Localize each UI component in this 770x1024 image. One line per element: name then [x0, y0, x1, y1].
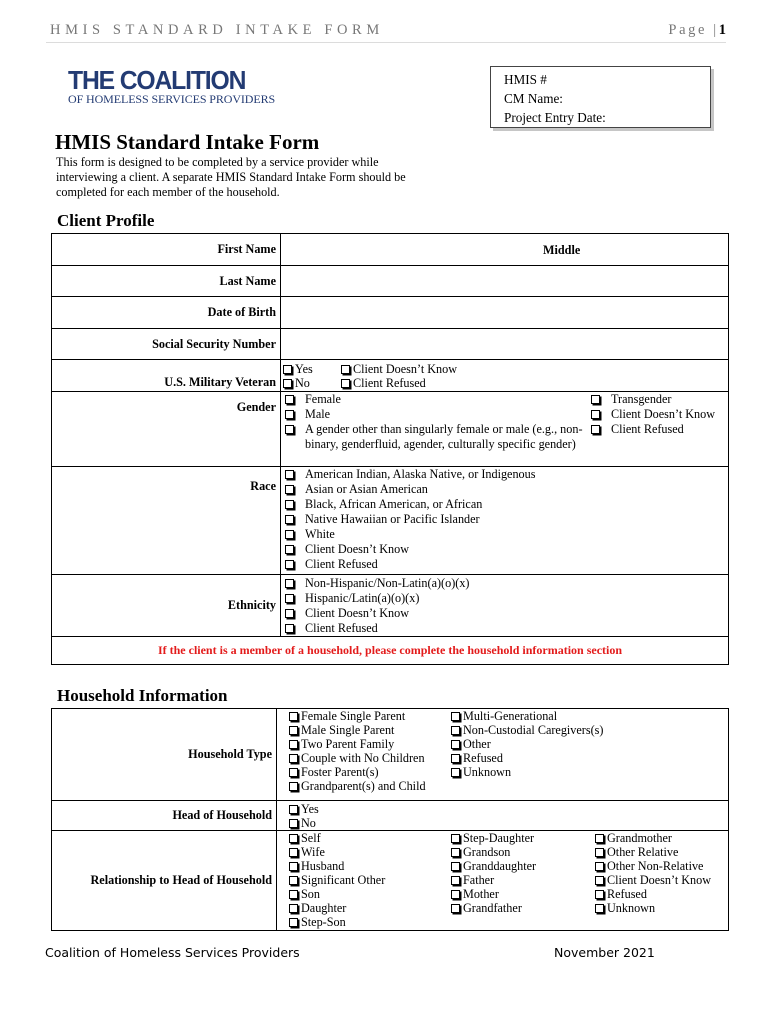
- hmis-id-box: [490, 66, 711, 128]
- race-option-6-checkbox[interactable]: Client Doesn’t Know: [281, 542, 728, 557]
- household-type-noncustodial-checkbox[interactable]: Non-Custodial Caregivers(s): [449, 723, 603, 737]
- veteran-label: U.S. Military Veteran: [52, 360, 281, 392]
- household-notice: If the client is a member of a household, please complete the household information section: [52, 637, 729, 665]
- relationship-dont-know-checkbox[interactable]: Client Doesn’t Know: [593, 873, 711, 887]
- head-of-household-options: [277, 801, 729, 831]
- header-rule: [46, 42, 726, 43]
- page-number: [668, 22, 726, 39]
- middle-name-label: Middle: [543, 243, 581, 257]
- footer-organization: Coalition of Homeless Services Providers: [45, 945, 300, 960]
- relationship-wife-checkbox[interactable]: Wife: [287, 845, 449, 859]
- race-option-5-checkbox[interactable]: White: [281, 527, 728, 542]
- relationship-unknown-checkbox[interactable]: Unknown: [593, 901, 711, 915]
- last-name-label: Last Name: [52, 266, 281, 297]
- relationship-daughter-checkbox[interactable]: Daughter: [287, 901, 449, 915]
- logo-sub-text: OF HOMELESS SERVICES PROVIDERS: [68, 92, 276, 106]
- gender-dont-know-checkbox[interactable]: Client Doesn’t Know: [587, 407, 715, 422]
- race-option-3-checkbox[interactable]: Black, African American, or African: [281, 497, 728, 512]
- relationship-grandmother-checkbox[interactable]: Grandmother: [593, 831, 711, 845]
- veteran-options: [281, 360, 729, 392]
- household-type-other-checkbox[interactable]: Other: [449, 737, 603, 751]
- race-option-4-checkbox[interactable]: Native Hawaiian or Pacific Islander: [281, 512, 728, 527]
- page-number-value: 1: [718, 22, 726, 38]
- household-type-multigen-checkbox[interactable]: Multi-Generational: [449, 709, 603, 723]
- project-entry-date-label: Project Entry Date:: [504, 110, 606, 125]
- relationship-step-son-checkbox[interactable]: Step-Son: [287, 915, 449, 929]
- last-name-field[interactable]: [281, 266, 729, 297]
- client-profile-title: Client Profile: [57, 211, 155, 230]
- veteran-yes-checkbox[interactable]: Yes: [281, 362, 339, 376]
- household-type-refused-checkbox[interactable]: Refused: [449, 751, 603, 765]
- intro-text: This form is designed to be completed by a service provider while interviewing a client. A separate HMIS Standard Intake Form should be completed for each member of the household.: [56, 155, 406, 199]
- veteran-refused-checkbox[interactable]: Client Refused: [339, 376, 457, 390]
- ethnicity-options: [281, 575, 729, 637]
- hmis-number-label: HMIS #: [504, 72, 547, 87]
- household-type-male-single-checkbox[interactable]: Male Single Parent: [287, 723, 449, 737]
- relationship-label: Relationship to Head of Household: [52, 831, 277, 931]
- race-option-1-checkbox[interactable]: American Indian, Alaska Native, or Indigenous: [281, 467, 728, 482]
- running-header-title: HMIS STANDARD INTAKE FORM: [50, 22, 384, 38]
- gender-female-checkbox[interactable]: Female: [281, 392, 587, 407]
- race-option-2-checkbox[interactable]: Asian or Asian American: [281, 482, 728, 497]
- coalition-logo: [68, 65, 276, 106]
- relationship-significant-other-checkbox[interactable]: Significant Other: [287, 873, 449, 887]
- household-info-title: Household Information: [57, 686, 228, 705]
- client-profile-table: [51, 233, 729, 665]
- household-type-options: [277, 709, 729, 801]
- race-option-7-checkbox[interactable]: Client Refused: [281, 557, 728, 572]
- relationship-mother-checkbox[interactable]: Mother: [449, 887, 593, 901]
- page-label: Page |: [668, 22, 719, 38]
- relationship-other-relative-checkbox[interactable]: Other Relative: [593, 845, 711, 859]
- relationship-husband-checkbox[interactable]: Husband: [287, 859, 449, 873]
- ssn-label: Social Security Number: [52, 329, 281, 360]
- relationship-grandson-checkbox[interactable]: Grandson: [449, 845, 593, 859]
- relationship-other-non-relative-checkbox[interactable]: Other Non-Relative: [593, 859, 711, 873]
- veteran-dont-know-checkbox[interactable]: Client Doesn’t Know: [339, 362, 457, 376]
- household-type-grandparent-checkbox[interactable]: Grandparent(s) and Child: [287, 779, 449, 793]
- gender-options: [281, 392, 729, 467]
- relationship-father-checkbox[interactable]: Father: [449, 873, 593, 887]
- head-of-household-yes-checkbox[interactable]: Yes: [287, 802, 728, 816]
- relationship-refused-checkbox[interactable]: Refused: [593, 887, 711, 901]
- ethnicity-option-4-checkbox[interactable]: Client Refused: [281, 621, 728, 636]
- household-type-couple-checkbox[interactable]: Couple with No Children: [287, 751, 449, 765]
- household-type-foster-checkbox[interactable]: Foster Parent(s): [287, 765, 449, 779]
- first-name-label: First Name: [52, 234, 281, 266]
- relationship-granddaughter-checkbox[interactable]: Granddaughter: [449, 859, 593, 873]
- gender-label: Gender: [52, 392, 281, 467]
- dob-label: Date of Birth: [52, 297, 281, 329]
- head-of-household-label: Head of Household: [52, 801, 277, 831]
- household-type-unknown-checkbox[interactable]: Unknown: [449, 765, 603, 779]
- race-label: Race: [52, 467, 281, 575]
- gender-other-checkbox[interactable]: A gender other than singularly female or male (e.g., non-binary, genderfluid, agender, culturally specific gender): [281, 422, 587, 452]
- head-of-household-no-checkbox[interactable]: No: [287, 816, 728, 830]
- first-name-field[interactable]: [281, 234, 729, 266]
- dob-field[interactable]: [281, 297, 729, 329]
- household-type-two-parent-checkbox[interactable]: Two Parent Family: [287, 737, 449, 751]
- veteran-no-checkbox[interactable]: No: [281, 376, 339, 390]
- relationship-self-checkbox[interactable]: Self: [287, 831, 449, 845]
- relationship-son-checkbox[interactable]: Son: [287, 887, 449, 901]
- household-type-label: Household Type: [52, 709, 277, 801]
- gender-male-checkbox[interactable]: Male: [281, 407, 587, 422]
- ethnicity-option-3-checkbox[interactable]: Client Doesn’t Know: [281, 606, 728, 621]
- logo-main-text: THE COALITION: [68, 65, 246, 95]
- gender-transgender-checkbox[interactable]: Transgender: [587, 392, 715, 407]
- form-title: HMIS Standard Intake Form: [55, 130, 320, 154]
- gender-refused-checkbox[interactable]: Client Refused: [587, 422, 715, 437]
- ethnicity-label: Ethnicity: [52, 575, 281, 637]
- household-table: [51, 708, 729, 931]
- relationship-options: [277, 831, 729, 931]
- cm-name-label: CM Name:: [504, 91, 563, 106]
- ssn-field[interactable]: [281, 329, 729, 360]
- ethnicity-option-2-checkbox[interactable]: Hispanic/Latin(a)(o)(x): [281, 591, 728, 606]
- ethnicity-option-1-checkbox[interactable]: Non-Hispanic/Non-Latin(a)(o)(x): [281, 576, 728, 591]
- race-options: [281, 467, 729, 575]
- relationship-step-daughter-checkbox[interactable]: Step-Daughter: [449, 831, 593, 845]
- relationship-grandfather-checkbox[interactable]: Grandfather: [449, 901, 593, 915]
- footer-date: November 2021: [554, 945, 655, 960]
- household-type-female-single-checkbox[interactable]: Female Single Parent: [287, 709, 449, 723]
